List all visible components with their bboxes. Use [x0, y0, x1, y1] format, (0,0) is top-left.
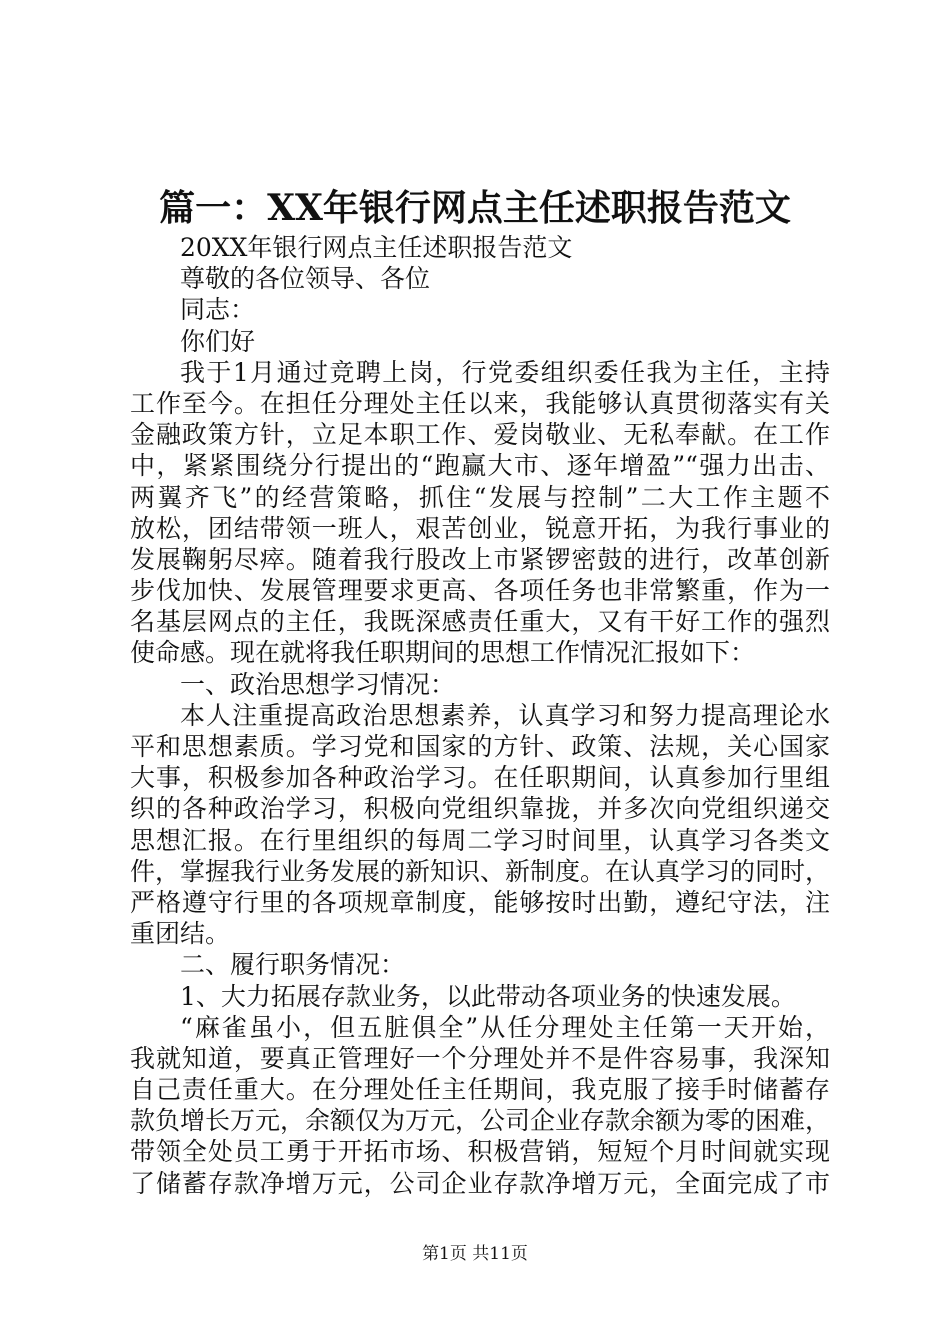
body-line: 严格遵守行里的各项规章制度，能够按时出勤，遵纪守法，注 — [130, 887, 830, 917]
body-line: 同志： — [180, 295, 256, 325]
body-line: 二、履行职务情况： — [180, 950, 406, 980]
body-line: 步伐加快、发展管理要求更高、各项任务也非常繁重，作为一 — [130, 576, 830, 606]
body-line: 20XX年银行网点主任述职报告范文 — [180, 233, 573, 262]
page-footer: 第1页 共11页 — [422, 1244, 528, 1264]
body-line: 放松，团结带领一班人，艰苦创业，锐意开拓，为我行事业的 — [130, 513, 830, 543]
body-line: 平和思想素质。学习党和国家的方针、政策、法规，关心国家 — [130, 732, 830, 761]
body-line: 尊敬的各位领导、各位 — [180, 264, 431, 294]
body-line: 本人注重提高政治思想素养，认真学习和努力提高理论水 — [180, 700, 830, 730]
body-line: 了储蓄存款净增万元，公司企业存款净增万元，全面完成了市 — [130, 1168, 830, 1198]
body-line: 使命感。现在就将我任职期间的思想工作情况汇报如下： — [130, 638, 756, 668]
body-line: “麻雀虽小，但五脏俱全”从任分理处主任第一天开始， — [180, 1012, 830, 1042]
body-line: 自己责任重大。在分理处任主任期间，我克服了接手时储蓄存 — [130, 1075, 830, 1105]
body-line: 件，掌握我行业务发展的新知识、新制度。在认真学习的同时， — [130, 856, 830, 886]
body-line: 一、政治思想学习情况： — [180, 669, 456, 699]
body-line: 思想汇报。在行里组织的每周二学习时间里，认真学习各类文 — [130, 825, 830, 855]
body-line: 织的各种政治学习，积极向党组织靠拢，并多次向党组织递交 — [130, 794, 830, 824]
body-line: 你们好 — [180, 326, 256, 356]
body-line: 我就知道，要真正管理好一个分理处并不是件容易事，我深知 — [130, 1043, 830, 1073]
body-line: 1、大力拓展存款业务，以此带动各项业务的快速发展。 — [180, 981, 796, 1011]
body-line: 名基层网点的主任，我既深感责任重大，又有干好工作的强烈 — [130, 607, 830, 637]
body-line: 发展鞠躬尽瘁。随着我行股改上市紧锣密鼓的进行，改革创新 — [130, 544, 830, 574]
body-line: 带领全处员工勇于开拓市场、积极营销，短短个月时间就实现 — [130, 1137, 830, 1167]
body-line: 款负增长万元，余额仅为万元，公司企业存款余额为零的困难， — [130, 1106, 830, 1136]
body-line: 中，紧紧围绕分行提出的“跑赢大市、逐年增盈”“强力出击、 — [130, 451, 830, 481]
body-line: 我于1月通过竞聘上岗，行党委组织委任我为主任，主持 — [180, 357, 830, 387]
body-line: 大事，积极参加各种政治学习。在任职期间，认真参加行里组 — [130, 763, 830, 793]
body-line: 金融政策方针，立足本职工作、爱岗敬业、无私奉献。在工作 — [130, 420, 830, 450]
document-body — [130, 232, 830, 1199]
body-line: 两翼齐飞”的经营策略，抓住“发展与控制”二大工作主题不 — [130, 482, 830, 512]
body-line: 重团结。 — [130, 919, 231, 949]
body-line: 工作至今。在担任分理处主任以来，我能够认真贯彻落实有关 — [130, 388, 830, 418]
document-title: 篇一：XX年银行网点主任述职报告范文 — [159, 187, 791, 229]
